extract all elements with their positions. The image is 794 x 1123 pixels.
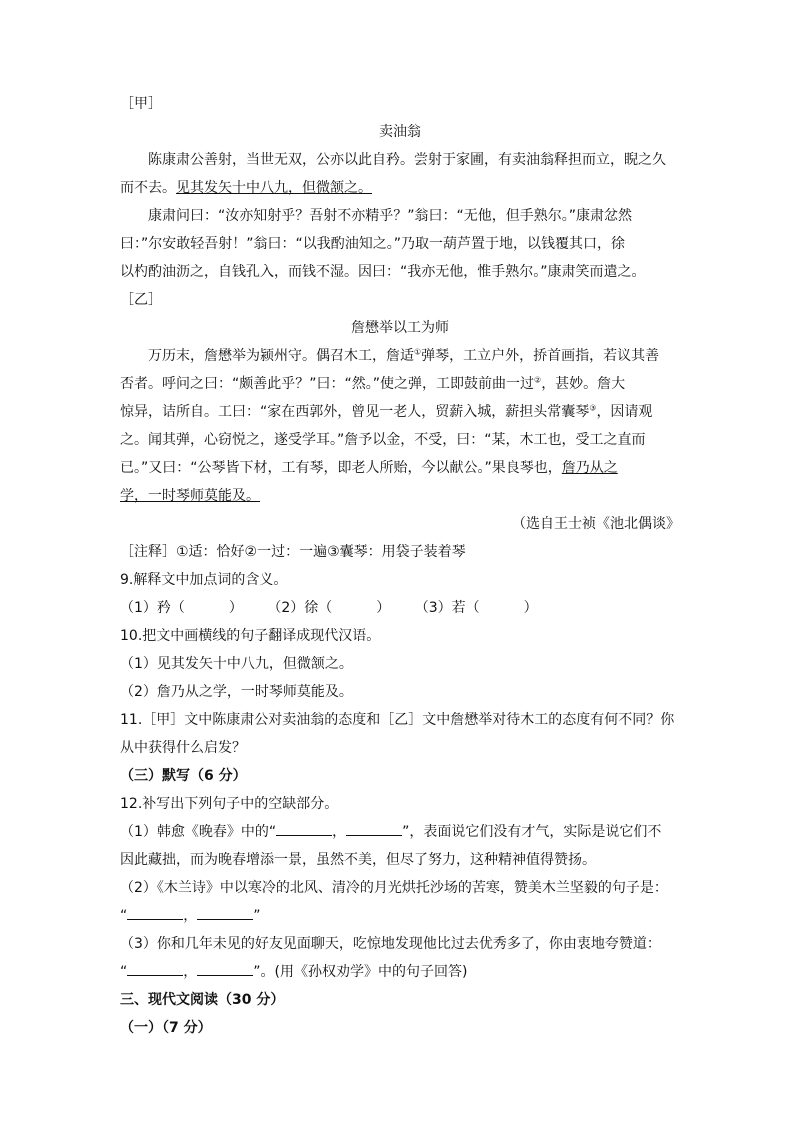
passage-a-title: 卖油翁 <box>379 124 421 140</box>
passage-a-label: ［甲］ <box>120 96 162 112</box>
underlined-sentence: 詹乃从之 <box>561 460 618 476</box>
question-12-part2: “ ， ” <box>120 902 680 930</box>
answer-blank[interactable] <box>197 903 253 920</box>
note-mark: ② <box>534 375 542 385</box>
passage-b-label: ［乙］ <box>120 292 162 308</box>
passage-a-line: 曰：”尔安敢轻吾射！”翁曰：“以我酌油知之。”乃取一葫芦置于地，以钱覆其口，徐 <box>120 236 626 252</box>
passage-a-line: 以杓酌油沥之，自钱孔入，而钱不湿。因曰：“我亦无他，惟手熟尔。”康肃笑而遣之。 <box>120 264 646 280</box>
part-heading: 三、现代文阅读（30 分） <box>120 992 285 1008</box>
annotations: ［注释］①适：恰好②一过：一遍③囊琴：用袋子装着琴 <box>120 544 466 560</box>
answer-blank[interactable] <box>127 959 183 976</box>
underlined-sentence: 见其发矢十中八九，但微颔之。 <box>176 180 372 196</box>
section-heading: （三）默写（6 分） <box>120 768 247 784</box>
question-10-item: （1）见其发矢十中八九，但微颔之。 <box>120 656 353 672</box>
question-9-items: （1）矜（ ） （2）徐（ ） （3）若（ ） <box>120 600 538 616</box>
question-12-part2: （2）《木兰诗》中以寒冷的北风、清冷的月光烘托沙场的苦寒，赞美木兰坚毅的句子是： <box>120 880 668 896</box>
question-10-stem: 10.把文中画横线的句子翻译成现代汉语。 <box>120 628 381 644</box>
underlined-sentence: 学，一时琴师莫能及。 <box>120 488 260 504</box>
note-mark: ① <box>414 347 422 357</box>
answer-blank[interactable] <box>346 819 402 836</box>
answer-blank[interactable] <box>127 903 183 920</box>
source-citation: （选自王士祯《池北偶谈》 <box>512 516 680 532</box>
passage-b-line: 惊异，诘所自。工曰：“家在西郭外，曾见一老人，贸薪入城，薪担头常囊琴③，因请观 <box>120 403 653 420</box>
passage-a-line: 陈康肃公善射，当世无双，公亦以此自矜。尝射于家圃，有卖油翁释担而立，睨之久 <box>148 152 666 168</box>
answer-blank[interactable] <box>276 819 332 836</box>
passage-a-line: 康肃问曰：“汝亦知射乎？吾射不亦精乎？”翁曰：“无他，但手熟尔。”康肃忿然 <box>148 208 633 224</box>
question-12-part1: 因此藏拙，而为晚春增添一景，虽然不美，但尽了努力，这种精神值得赞扬。 <box>120 852 596 868</box>
passage-b-line: 之。闻其弹，心窃悦之，遂受学耳。”詹予以金，不受，曰：“某，木工也，受工之直而 <box>120 432 646 448</box>
passage-b-line: 万历末，詹懋举为颍州守。偶召木工，詹适①弹琴，工立户外，挢首画指，若议其善 <box>148 347 660 364</box>
question-12-stem: 12.补写出下列句子中的空缺部分。 <box>120 796 339 812</box>
answer-blank[interactable] <box>197 959 253 976</box>
question-11: 从中获得什么启发？ <box>120 740 246 756</box>
question-12-part3: “ ， ”。(用《孙权劝学》中的句子回答) <box>120 958 680 986</box>
document-page <box>120 90 680 1042</box>
note-mark: ③ <box>589 403 597 413</box>
question-9-stem: 9.解释文中加点词的含义。 <box>120 572 288 588</box>
question-11: 11.［甲］文中陈康肃公对卖油翁的态度和［乙］文中詹懋举对待木工的态度有何不同？你 <box>120 712 675 728</box>
question-12-part1: （1）韩愈《晚春》中的“ ， ”，表面说它们没有才气，实际是说它们不 <box>120 818 680 846</box>
passage-b-line: 否者。呼问之曰：“颇善此乎？”曰：“然。”使之弹，工即鼓前曲一过②，甚妙。詹大 <box>120 375 626 392</box>
passage-b-title: 詹懋举以工为师 <box>351 320 449 336</box>
question-12-part3: （3）你和几年未见的好友见面聊天，吃惊地发现他比过去优秀多了，你由衷地夸赞道： <box>120 936 661 952</box>
question-10-item: （2）詹乃从之学，一时琴师莫能及。 <box>120 684 353 700</box>
subsection-heading: （一）（7 分） <box>120 1020 212 1036</box>
passage-b-line: 已。”又曰：“公琴皆下材，工有琴，即老人所贻，今以献公。”果良琴也，詹乃从之 <box>120 460 618 476</box>
passage-b-line <box>120 482 680 510</box>
passage-a-line: 而不去。见其发矢十中八九，但微颔之。 <box>120 180 372 196</box>
